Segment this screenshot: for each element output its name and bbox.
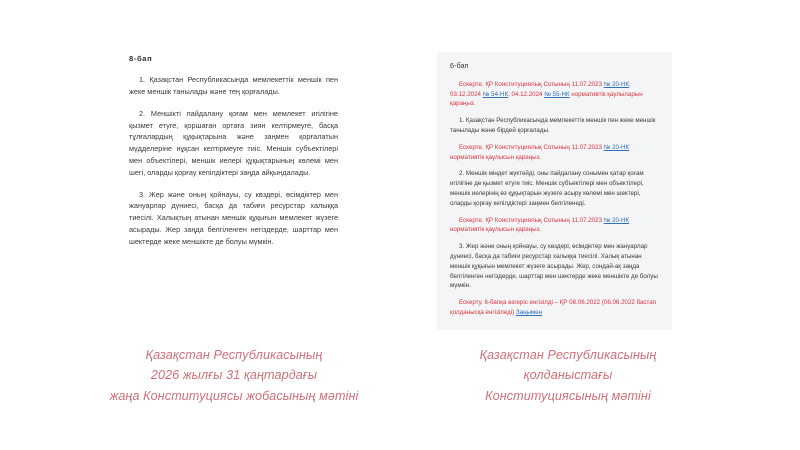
caption-draft-line: Қазақстан Республикасының — [145, 348, 323, 362]
note-text: ; 04.12.2024 — [508, 90, 545, 98]
amendment-note — [450, 216, 661, 236]
caption-current-line: қолданыстағы — [523, 368, 613, 383]
caption-draft-line: 2026 жылғы 31 қаңтардағы — [150, 368, 318, 383]
draft-paragraph: 3. Жер және оның қойнауы, су көздері, өсімдіктер мен жануарлар дүниесі, басқа да табиғи ресурстар халыққа тиесілі. Халықтың атынан меншік құқығын мемлекет жүзеге асырады. Жер заңда белгіленген негіздерде, шарттар мен шектерде жеке меншікте де болуы мүмкін. — [129, 189, 338, 246]
current-block-list — [450, 80, 661, 318]
legal-act-link[interactable]: Заңымен — [515, 308, 543, 316]
note-text: Ескерте. ҚР Конституциялық Сотының 11.07.2023 — [459, 216, 604, 224]
legal-act-link[interactable]: № 54-НК — [482, 90, 509, 98]
caption-draft-line: жаңа Конституциясы жобасының мәтіні — [109, 388, 359, 403]
caption-current — [400, 345, 736, 406]
legal-act-link[interactable]: № 55-НК — [544, 90, 570, 98]
note-text: нормативтік қаулысын қараңыз. — [450, 153, 542, 161]
current-paragraph: 3. Жер және оның қойнауы, су көздері, өсімдіктер мен жануарлар дүниесі, басқа да табиғи ресурстар халыққа тиесілі. Халық атынан меншік құқығын мемлекет жүзеге асырады. Жер, сондай-ақ заңда белгіленген негіздерде, шарттар мен шектерде жеке меншікте де болуы мүмкін. — [450, 243, 658, 290]
amendment-note — [450, 80, 661, 109]
note-text: Ескерте. ҚР Конституциялық Сотының 11.07.2023 — [459, 143, 604, 151]
draft-text-column — [129, 54, 338, 248]
legal-act-link[interactable]: № 20-НК — [603, 143, 630, 151]
note-text: ; 03.12.2024 — [450, 80, 631, 98]
note-text: нормативтік қаулысын қараңыз. — [450, 226, 542, 234]
draft-paragraph: 2. Меншікті пайдалану қоғам мен мемлекет игілігіне қызмет етуге, қоршаған ортаға зиян келтірмеуге, басқа тұлғалардың құқықтарына және заңмен қорғалатын мүдделеріне нұқсан келтірмеуге тиіс. Меншік субъектілері мен объектілері, меншік иелері құқықтарының көлемі мен шегі, оларды қорғау кепілдіктері заңда айқындалады. — [129, 108, 338, 177]
amendment-note — [450, 298, 661, 318]
draft-paragraph: 1. Қазақстан Республикасында мемлекеттік меншік пен жеке меншік танылады және тең қорғалады. — [129, 75, 338, 96]
note-text: нормативтік қаулыларын қараңыз. — [450, 90, 643, 108]
current-paragraph: 1. Қазақстан Республикасында мемлекеттік меншік пен жеке меншік танылады және бірдей қорғалады. — [450, 117, 656, 134]
amendment-note — [450, 143, 661, 163]
caption-draft — [66, 345, 402, 406]
caption-current-line: Конституциясының мәтіні — [485, 388, 651, 403]
note-text: Ескерте. ҚР Конституциялық Сотының 11.07.2023 — [459, 80, 604, 88]
legal-act-link[interactable]: № 20-НК — [603, 216, 630, 224]
draft-paragraph-list — [129, 74, 338, 248]
legal-act-link[interactable]: № 20-НК — [603, 80, 630, 88]
current-article-heading: 6-бап — [450, 61, 469, 70]
caption-current-line: Қазақстан Республикасының — [479, 348, 657, 362]
draft-article-heading: 8-бап — [129, 54, 153, 63]
current-text-panel — [437, 52, 672, 330]
current-paragraph: 2. Меншік міндет жүктейді, оны пайдалану сонымен қатар қоғам игілігіне де қызмет етуге тиіс. Меншік субъектілері мен объектілері, меншік иелерінің өз құқықтарын жүзеге асыру көлемі мен шектері, оларды қорғау кепілдіктері заңмен белгіленеді. — [450, 170, 644, 207]
note-text: Ескерту. 6-бапқа өзгеріс енгізілді – ҚР 08.06.2022 (06.06.2022 бастап қолданысқа енгізіледі) — [450, 299, 657, 316]
